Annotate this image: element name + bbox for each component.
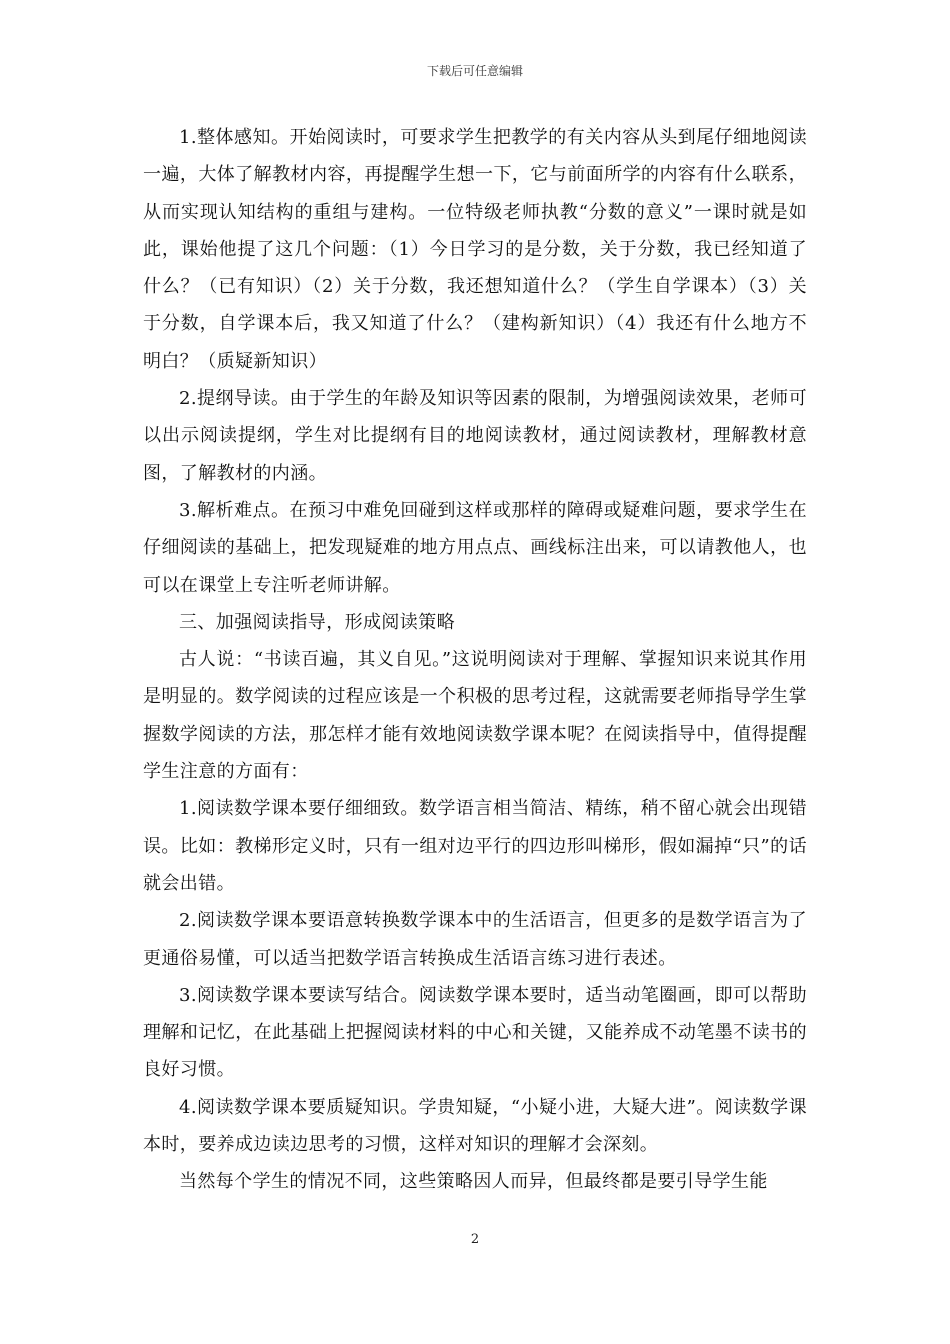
paragraph-question-knowledge: 4.阅读数学课本要质疑知识。学贵知疑，“小疑小进，大疑大进”。阅读数学课本时，要养成边读边思考的习惯，这样对知识的理解才会深刻。 (143, 1096, 807, 1156)
paragraph-ancient-saying: 古人说：“书读百遍，其义自见。”这说明阅读对于理解、掌握知识来说其作用是明显的。数学阅读的过程应该是一个积极的思考过程，这就需要老师指导学生掌握数学阅读的方法，那怎样才能有效地阅读数学课本呢？在阅读指导中，值得提醒学生注意的方面有： (143, 649, 807, 783)
paragraph-conclusion: 当然每个学生的情况不同，这些策略因人而异，但最终都是要引导学生能 (179, 1171, 768, 1193)
paragraph-outline-guided-reading: 2.提纲导读。由于学生的年龄及知识等因素的限制，为增强阅读效果，老师可以出示阅读提纲，学生对比提纲有目的地阅读教材，通过阅读教材，理解教材意图，了解教材的内涵。 (143, 388, 807, 484)
paragraph-language-conversion: 2.阅读数学课本要语意转换数学课本中的生活语言，但更多的是数学语言为了更通俗易懂，可以适当把数学语言转换成生活语言练习进行表述。 (143, 910, 807, 969)
document-body (143, 119, 807, 1201)
paragraph-analyze-difficulties: 3.解析难点。在预习中难免回碰到这样或那样的障碍或疑难问题，要求学生在仔细阅读的基础上，把发现疑难的地方用点点、画线标注出来，可以请教他人，也可以在课堂上专注听老师讲解。 (143, 499, 807, 596)
paragraph-read-carefully: 1.阅读数学课本要仔细细致。数学语言相当简洁、精练，稍不留心就会出现错误。比如：教梯形定义时，只有一组对边平行的四边形叫梯形，假如漏掉“只”的话就会出错。 (143, 798, 807, 894)
paragraph-overall-perception: 1.整体感知。开始阅读时，可要求学生把教学的有关内容从头到尾仔细地阅读一遍，大体了解教材内容，再提醒学生想一下，它与前面所学的内容有什么联系，从而实现认知结构的重组与建构。一位特级老师执教“分数的意义”一课时就是如此，课始他提了这几个问题：（1）今日学习的是分数，关于分数，我已经知道了什么？（已有知识）（2）关于分数，我还想知道什么？（学生自学课本）（3）关于分数，自学课本后，我又知道了什么？（建构新知识）（4）我还有什么地方不明白？（质疑新知识） (143, 127, 807, 372)
page-number: 2 (470, 1232, 480, 1247)
paragraph-read-write-combined: 3.阅读数学课本要读写结合。阅读数学课本要时，适当动笔圈画，即可以帮助理解和记忆，在此基础上把握阅读材料的中心和关键，又能养成不动笔墨不读书的良好习惯。 (143, 984, 807, 1081)
page-header: 下载后可任意编辑 (426, 64, 523, 78)
section-heading: 三、加强阅读指导，形成阅读策略 (179, 611, 455, 633)
